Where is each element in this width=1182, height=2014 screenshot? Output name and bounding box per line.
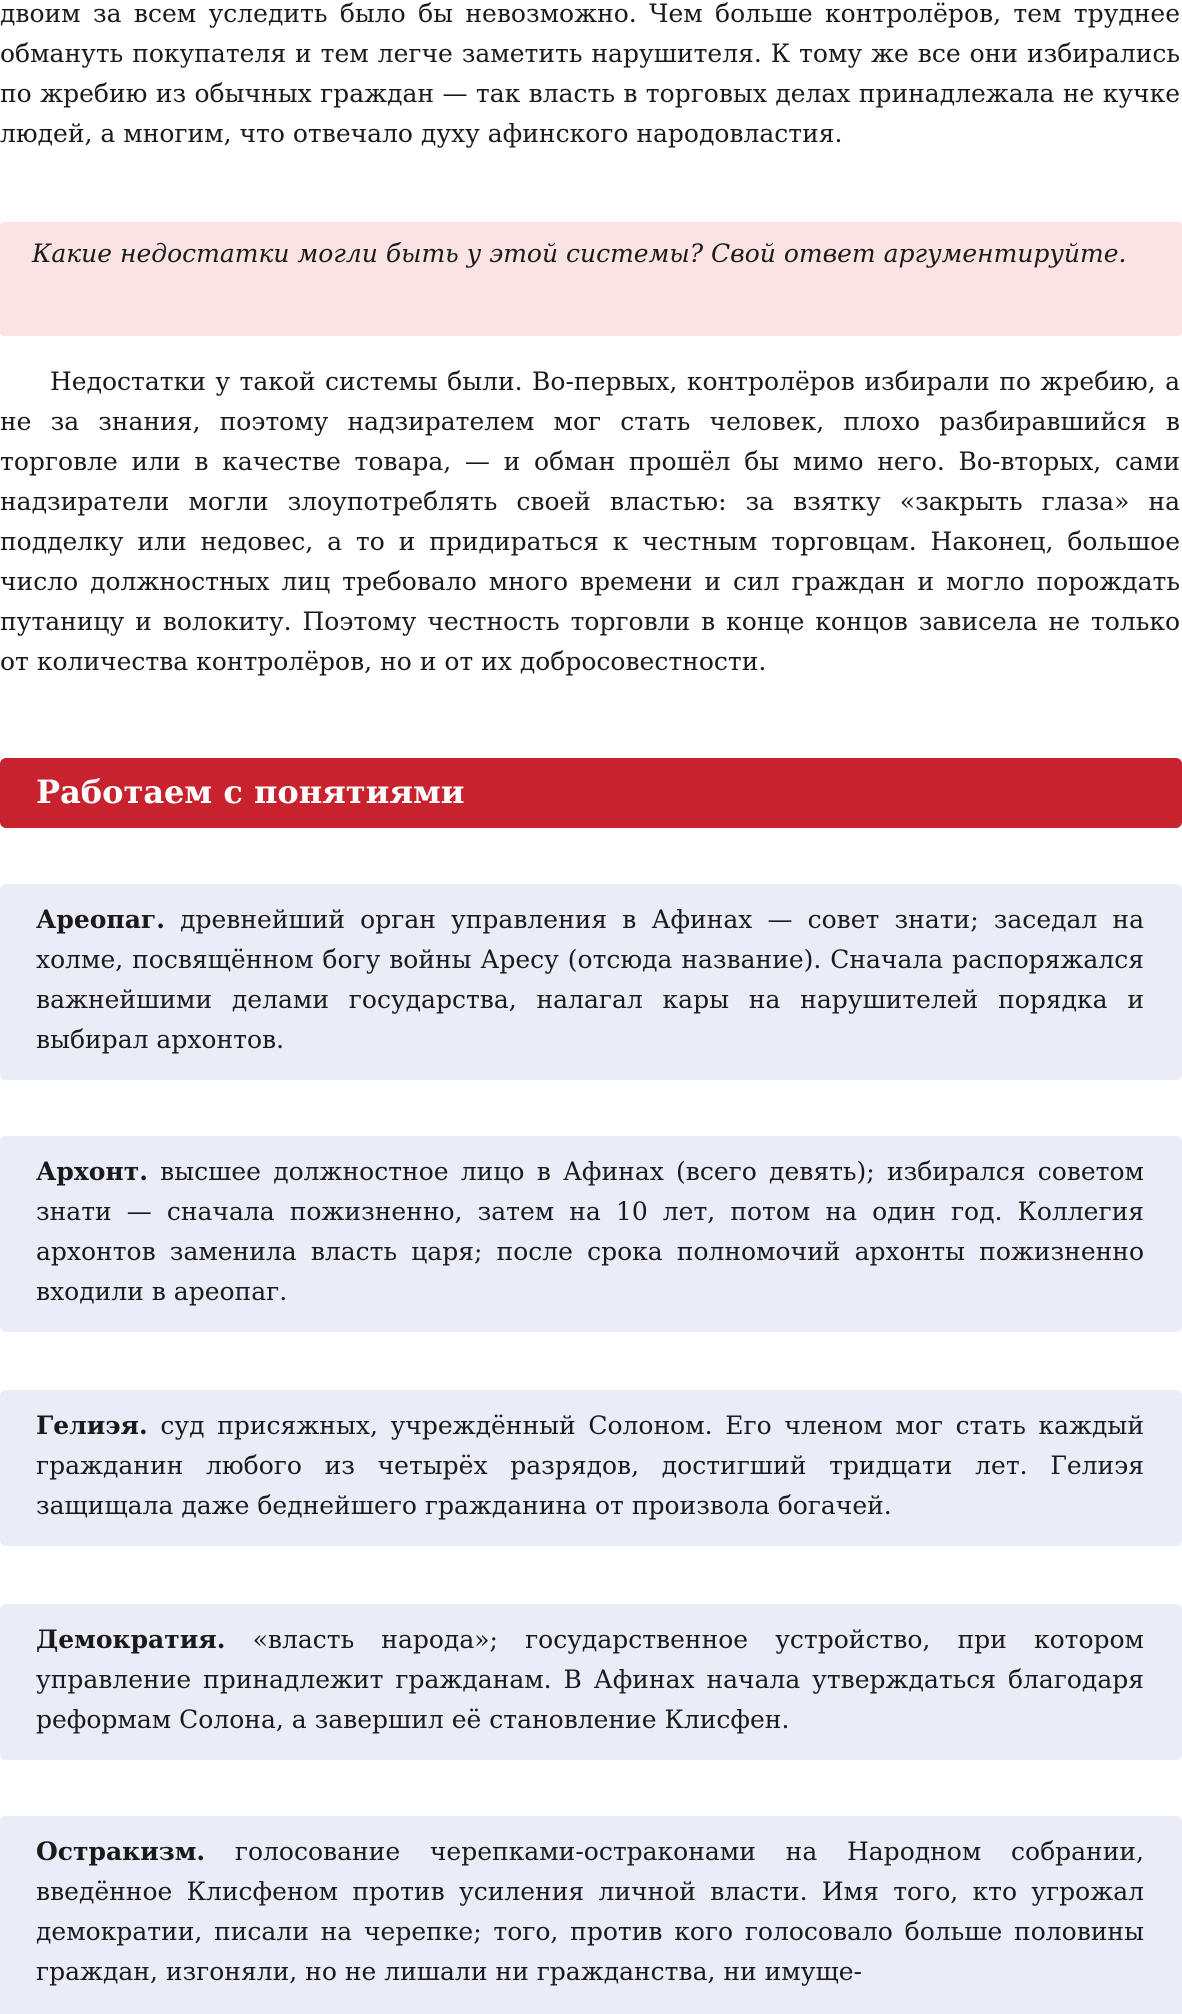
question-box <box>0 222 1182 336</box>
term-text <box>36 1406 1144 1526</box>
term-card-heliaia <box>0 1390 1182 1546</box>
term-definition: «власть народа»; государственное устройство, при котором управление принадлежит гражданам. В Афинах начала утверждаться благодаря реформам Солона, а завершил её становление Клисфен. <box>36 1625 1144 1734</box>
term-name: Архонт. <box>36 1157 148 1186</box>
term-definition: голосование черепками-остраконами на Народном собрании, введённое Клисфеном против усиления личной власти. Имя того, кто угрожал демократии, писали на черепке; того, против кого голосовало больше половины граждан, изгоняли, но не лишали ни гражданства, ни имуще- <box>36 1837 1144 1986</box>
term-card-areopagus <box>0 884 1182 1080</box>
term-card-ostracism <box>0 1816 1182 2014</box>
term-text <box>36 1620 1144 1740</box>
section-title: Работаем с понятиями <box>36 773 465 811</box>
term-text <box>36 1832 1144 1992</box>
intro-paragraph: двоим за всем уследить было бы невозможно. Чем больше контролёров, тем труднее обмануть покупателя и тем легче заметить нарушителя. К тому же все они избирались по жребию из обычных граждан — так власть в торговых делах принадлежала не кучке людей, а многим, что отвечало духу афинского народовластия. <box>0 0 1180 148</box>
term-name: Демократия. <box>36 1625 226 1654</box>
question-text: Какие недостатки могли быть у этой системы? Свой ответ аргументируйте. <box>32 239 1127 268</box>
section-header <box>0 758 1182 828</box>
term-name: Остракизм. <box>36 1837 206 1866</box>
term-definition: древнейший орган управления в Афинах — совет знати; заседал на холме, посвящённом богу войны Аресу (отсюда название). Сначала распоряжался важнейшими делами государства, налагал кары на нарушителей порядка и выбирал архонтов. <box>36 905 1144 1054</box>
term-name: Ареопаг. <box>36 905 165 934</box>
term-card-democracy <box>0 1604 1182 1760</box>
term-definition: высшее должностное лицо в Афинах (всего девять); избирался советом знати — сначала пожизненно, затем на 10 лет, потом на один год. Коллегия архонтов заменила власть царя; после срока полномочий архонты пожизненно входили в ареопаг. <box>36 1157 1144 1306</box>
term-name: Гелиэя. <box>36 1411 148 1440</box>
term-text <box>36 900 1144 1060</box>
term-definition: суд присяжных, учреждённый Солоном. Его членом мог стать каждый гражданин любого из четырёх разрядов, достигший тридцати лет. Гелиэя защищала даже беднейшего гражданина от произвола богачей. <box>36 1411 1144 1520</box>
term-card-archon <box>0 1136 1182 1332</box>
term-text <box>36 1152 1144 1312</box>
answer-paragraph: Недостатки у такой системы были. Во-первых, контролёров избирали по жребию, а не за знания, поэтому надзирателем мог стать человек, плохо разбиравшийся в торговле или в качестве товара, — и обман прошёл бы мимо него. Во-вторых, сами надзиратели могли злоупотреблять своей властью: за взятку «закрыть глаза» на подделку или недовес, а то и придираться к честным торговцам. Наконец, большое число должностных лиц требовало много времени и сил граждан и могло порождать путаницу и волокиту. Поэтому честность торговли в конце концов зависела не только от количества контролёров, но и от их добросовестности. <box>0 367 1180 676</box>
